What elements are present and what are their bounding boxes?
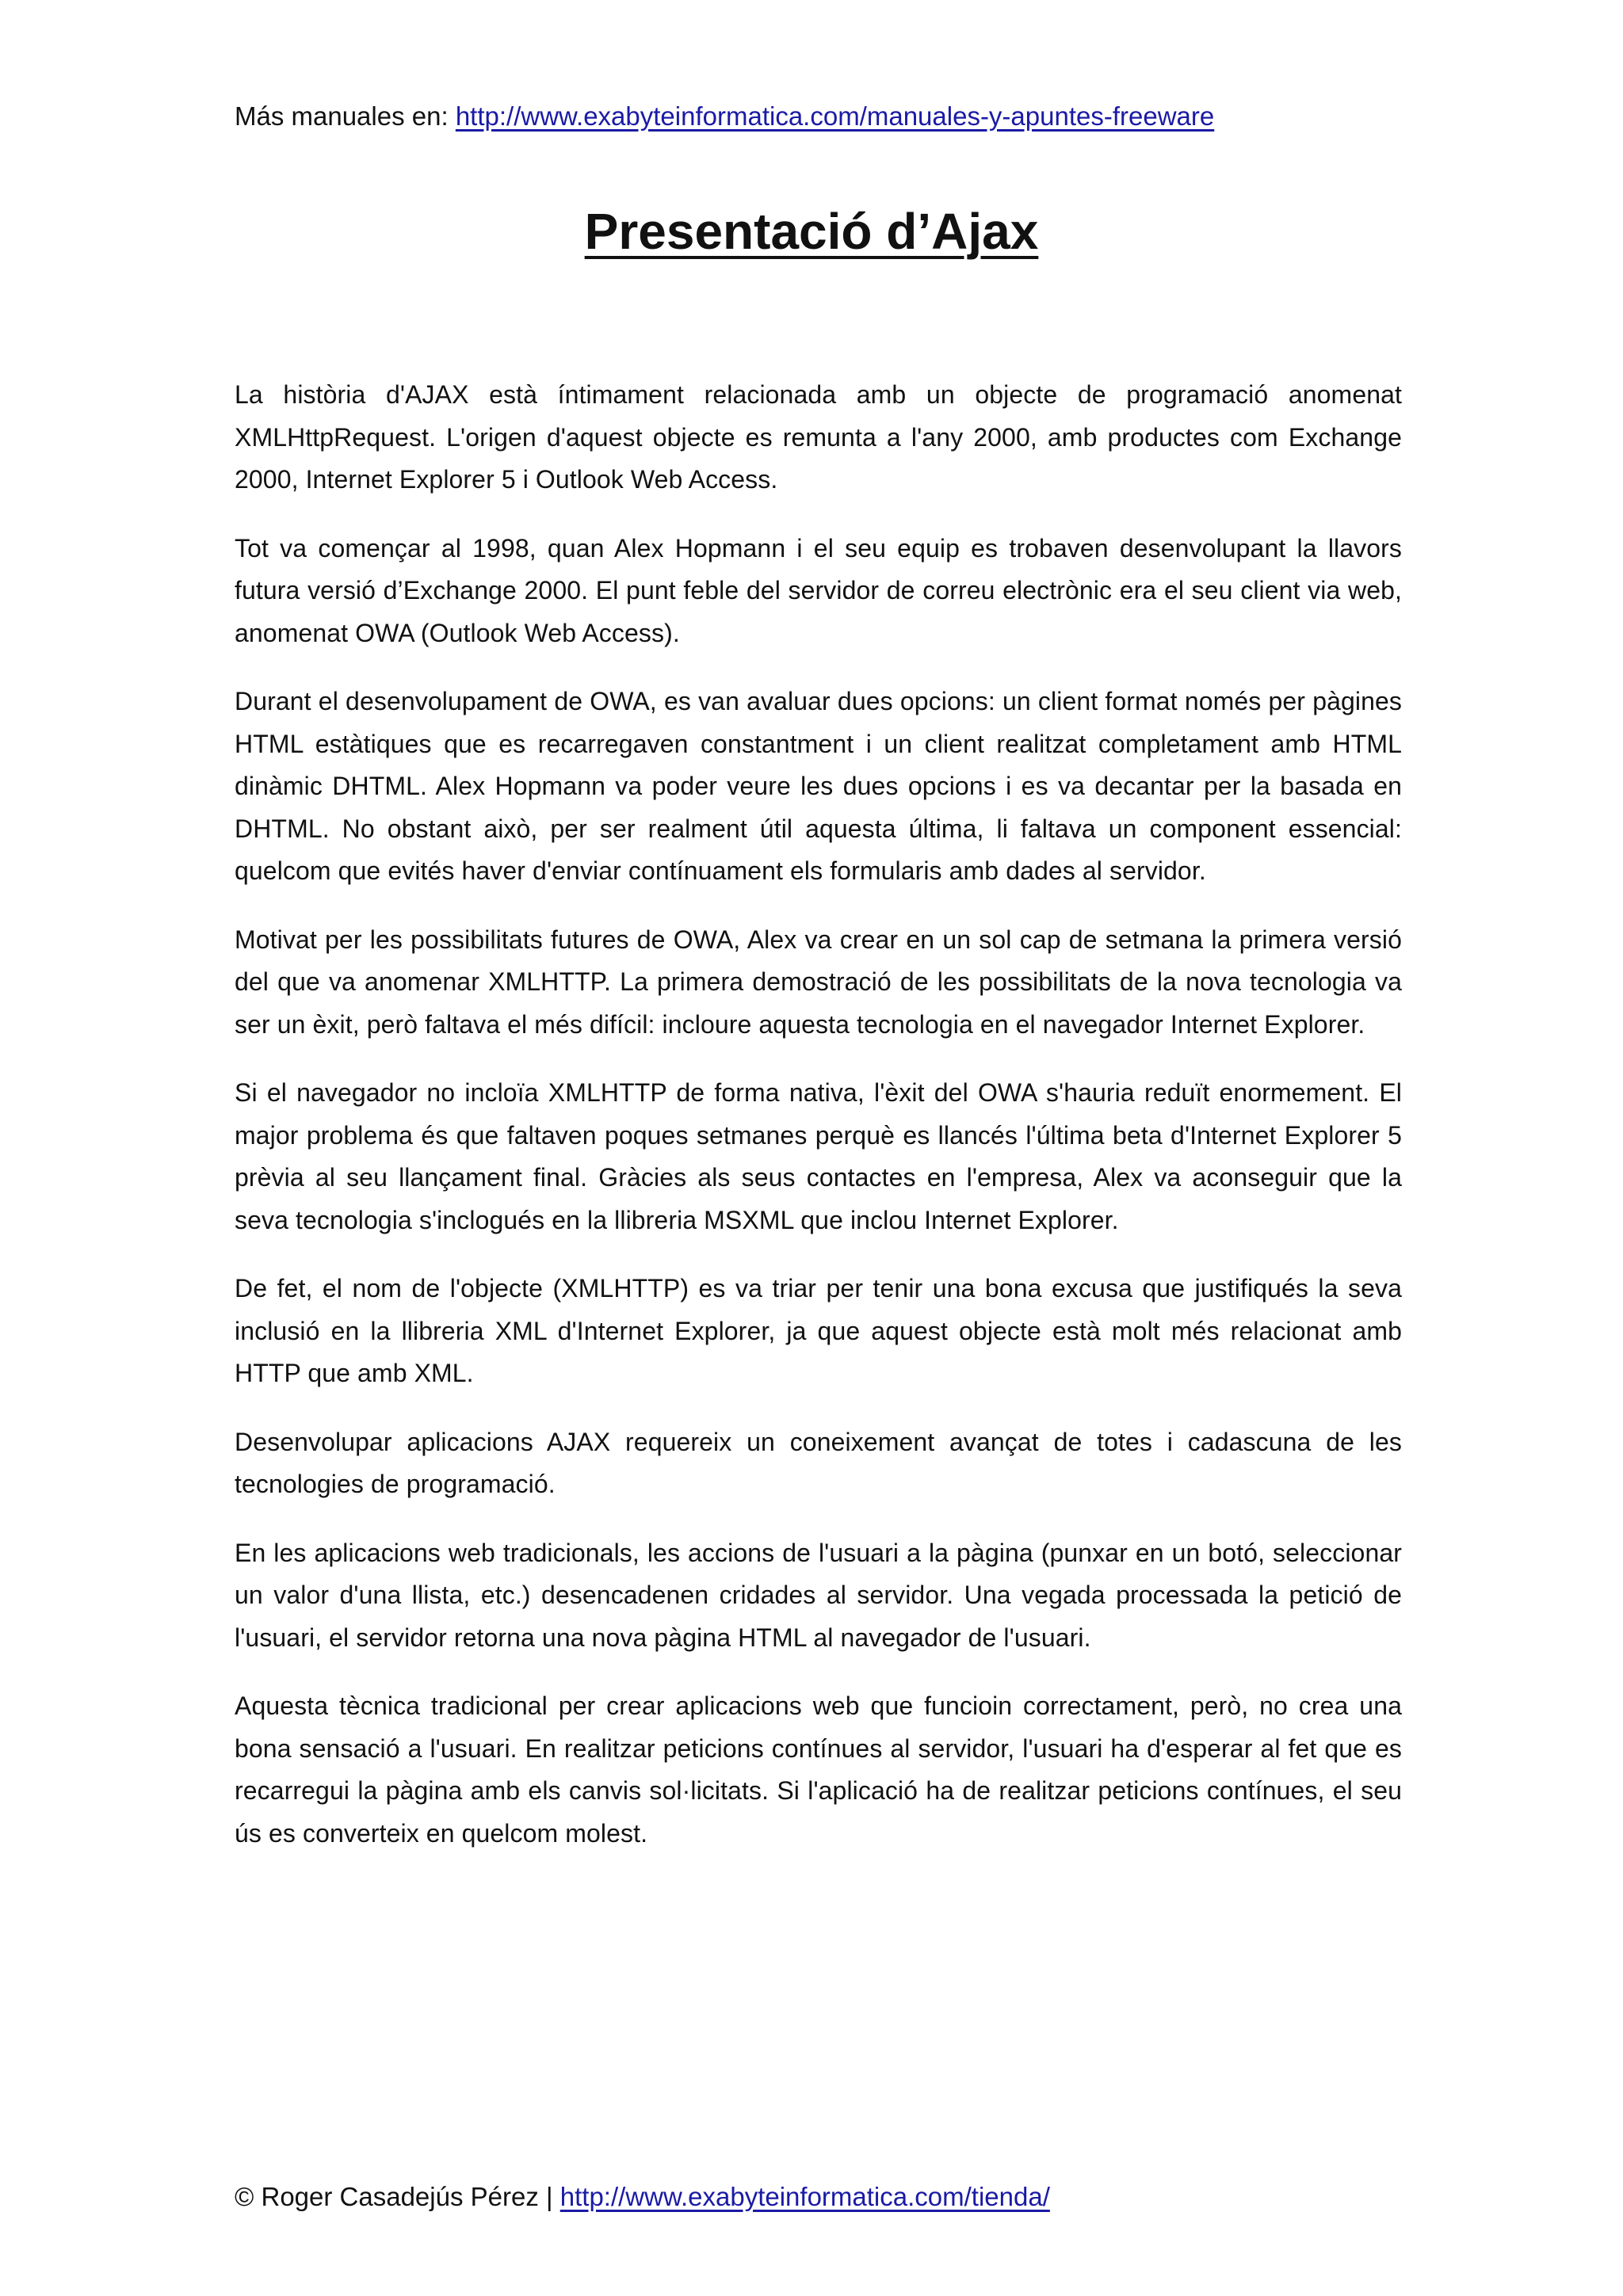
- paragraph: De fet, el nom de l'objecte (XMLHTTP) es va triar per tenir una bona excusa que justifiqués la seva inclusió en la llibreria XML d'Internet Explorer, ja que aquest objecte està molt més relacionat amb HTTP que amb XML.: [235, 1274, 1402, 1387]
- footer-link[interactable]: http://www.exabyteinformatica.com/tienda/: [559, 2182, 1050, 2211]
- page-title: [0, 193, 1623, 269]
- page-footer: [235, 2176, 1423, 2218]
- paragraph: La història d'AJAX està íntimament relacionada amb un objecte de programació anomenat XMLHttpRequest. L'origen d'aquest objecte es remunta a l'any 2000, amb productes com Exchange 2000, Internet Explorer 5 i Outlook Web Access.: [235, 380, 1402, 494]
- paragraph: Motivat per les possibilitats futures de OWA, Alex va crear en un sol cap de setmana la primera versió del que va anomenar XMLHTTP. La primera demostració de les possibilitats de la nova tecnologia va ser un èxit, però faltava el més difícil: incloure aquesta tecnologia en el navegador Internet Explorer.: [235, 925, 1402, 1039]
- footer-prefix: © Roger Casadejús Pérez |: [235, 2182, 560, 2211]
- header-link[interactable]: http://www.exabyteinformatica.com/manuales-y-apuntes-freeware: [455, 101, 1215, 131]
- paragraph: Desenvolupar aplicacions AJAX requereix un coneixement avançat de totes i cadascuna de les tecnologies de programació.: [235, 1427, 1402, 1498]
- paragraph: En les aplicacions web tradicionals, les accions de l'usuari a la pàgina (punxar en un botó, seleccionar un valor d'una llista, etc.) desencadenen cridades al servidor. Una vegada processada la petició de l'usuari, el servidor retorna una nova pàgina HTML al navegador de l'usuari.: [235, 1538, 1402, 1652]
- page-title-text: Presentació d’Ajax: [584, 203, 1039, 260]
- paragraph: Tot va començar al 1998, quan Alex Hopmann i el seu equip es trobaven desenvolupant la llavors futura versió d’Exchange 2000. El punt feble del servidor de correu electrònic era el seu client via web, anomenat OWA (Outlook Web Access).: [235, 533, 1402, 647]
- paragraph: Si el navegador no incloïa XMLHTTP de forma nativa, l'èxit del OWA s'hauria reduït enormement. El major problema és que faltaven poques setmanes perquè es llancés l'última beta d'Internet Explorer 5 prèvia al seu llançament final. Gràcies als seus contactes en l'empresa, Alex va aconseguir que la seva tecnologia s'inclogués en la llibreria MSXML que inclou Internet Explorer.: [235, 1078, 1402, 1234]
- header-prefix: Más manuales en:: [235, 101, 456, 131]
- paragraph: Durant el desenvolupament de OWA, es van avaluar dues opcions: un client format només per pàgines HTML estàtiques que es recarregaven constantment i un client realitzat completament amb HTML dinàmic DHTML. Alex Hopmann va poder veure les dues opcions i es va decantar per la basada en DHTML. No obstant això, per ser realment útil aquesta última, li faltava un component essencial: quelcom que evités haver d'enviar contínuament els formularis amb dades al servidor.: [235, 687, 1402, 885]
- paragraph: Aquesta tècnica tradicional per crear aplicacions web que funcioin correctament, però, no crea una bona sensació a l'usuari. En realitzar peticions contínues al servidor, l'usuari ha d'esperar al fet que es recarregui la pàgina amb els canvis sol·licitats. Si l'aplicació ha de realitzar peticions contínues, el seu ús es converteix en quelcom molest.: [235, 1691, 1402, 1848]
- document-body: [235, 374, 1402, 1881]
- page-header: [235, 95, 1423, 138]
